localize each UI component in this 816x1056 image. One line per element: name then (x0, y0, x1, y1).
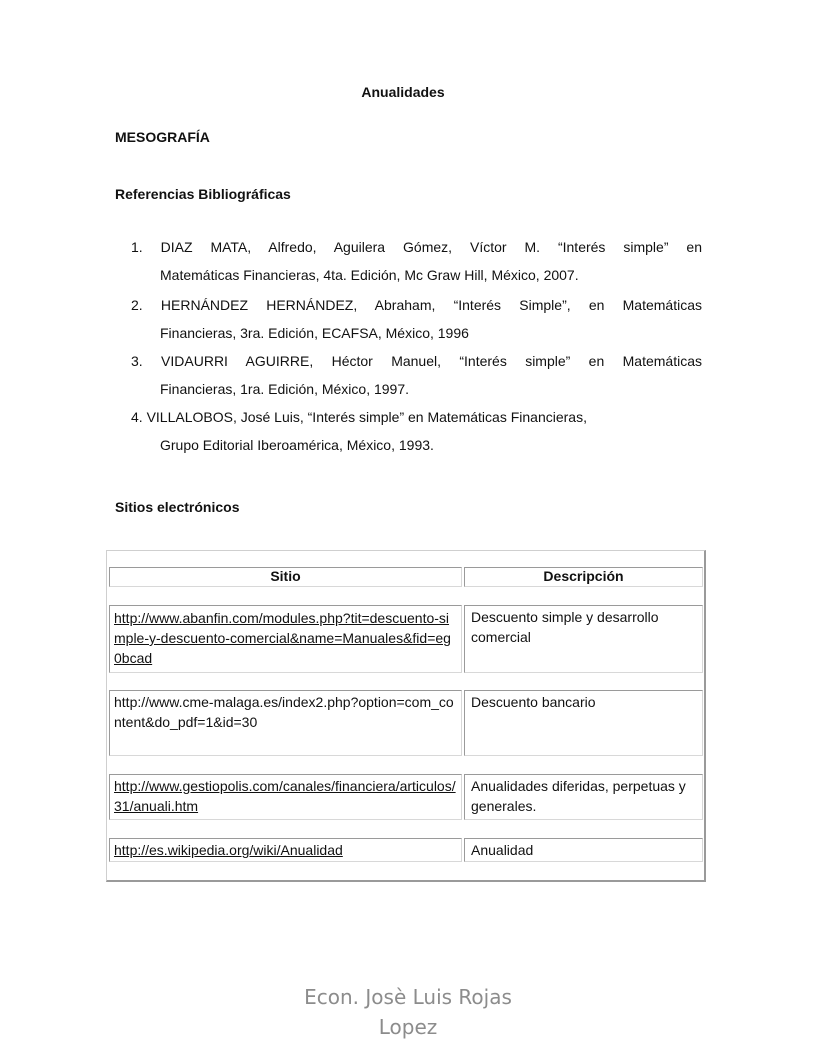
site-description: Descuento bancario (464, 690, 703, 756)
table-row (109, 605, 462, 673)
reference-item (131, 291, 702, 347)
site-description: Descuento simple y desarrollo comercial (464, 605, 703, 673)
section-heading-mesografia: MESOGRAFÍA (115, 129, 210, 145)
reference-line: Financieras, 3ra. Edición, ECAFSA, México, 1996 (160, 325, 469, 341)
author-line: Lopez (378, 1015, 438, 1039)
reference-line: 2. HERNÁNDEZ HERNÁNDEZ, Abraham, “Interés Simple”, en Matemáticas (131, 297, 702, 313)
reference-line: 4. VILLALOBOS, José Luis, “Interés simple” en Matemáticas Financieras, (131, 409, 587, 425)
table-row (109, 838, 462, 862)
author-line: Econ. Josè Luis Rojas (304, 985, 512, 1009)
sites-table (106, 550, 706, 882)
reference-item (131, 347, 702, 403)
reference-item (131, 403, 702, 459)
site-description: Anualidades diferidas, perpetuas y generales. (464, 774, 703, 820)
site-link[interactable]: http://www.gestiopolis.com/canales/financiera/articulos/31/anuali.htm (114, 778, 456, 814)
reference-item (131, 233, 702, 289)
reference-line: Financieras, 1ra. Edición, México, 1997. (160, 381, 410, 397)
section-heading-sites: Sitios electrónicos (115, 499, 240, 515)
table-row (109, 774, 462, 820)
site-link[interactable]: http://es.wikipedia.org/wiki/Anualidad (114, 842, 343, 858)
table-header-site: Sitio (109, 567, 462, 587)
author-footer (0, 982, 816, 1042)
site-description: Anualidad (464, 838, 703, 862)
site-link[interactable]: http://www.abanfin.com/modules.php?tit=descuento-simple-y-descuento-comercial&name=Manuales&fid=eg0bcad (114, 610, 451, 666)
reference-line: 1. DIAZ MATA, Alfredo, Aguilera Gómez, Víctor M. “Interés simple” en (131, 239, 702, 255)
site-link[interactable]: http://www.cme-malaga.es/index2.php?option=com_content&do_pdf=1&id=30 (114, 694, 454, 730)
reference-line: 3. VIDAURRI AGUIRRE, Héctor Manuel, “Interés simple” en Matemáticas (131, 353, 702, 369)
reference-line: Grupo Editorial Iberoamérica, México, 1993. (160, 437, 434, 453)
table-header-description: Descripción (464, 567, 703, 587)
table-row (109, 690, 462, 756)
document-title: Anualidades (361, 84, 445, 100)
section-heading-references: Referencias Bibliográficas (115, 186, 291, 202)
reference-line: Matemáticas Financieras, 4ta. Edición, Mc Graw Hill, México, 2007. (160, 267, 579, 283)
